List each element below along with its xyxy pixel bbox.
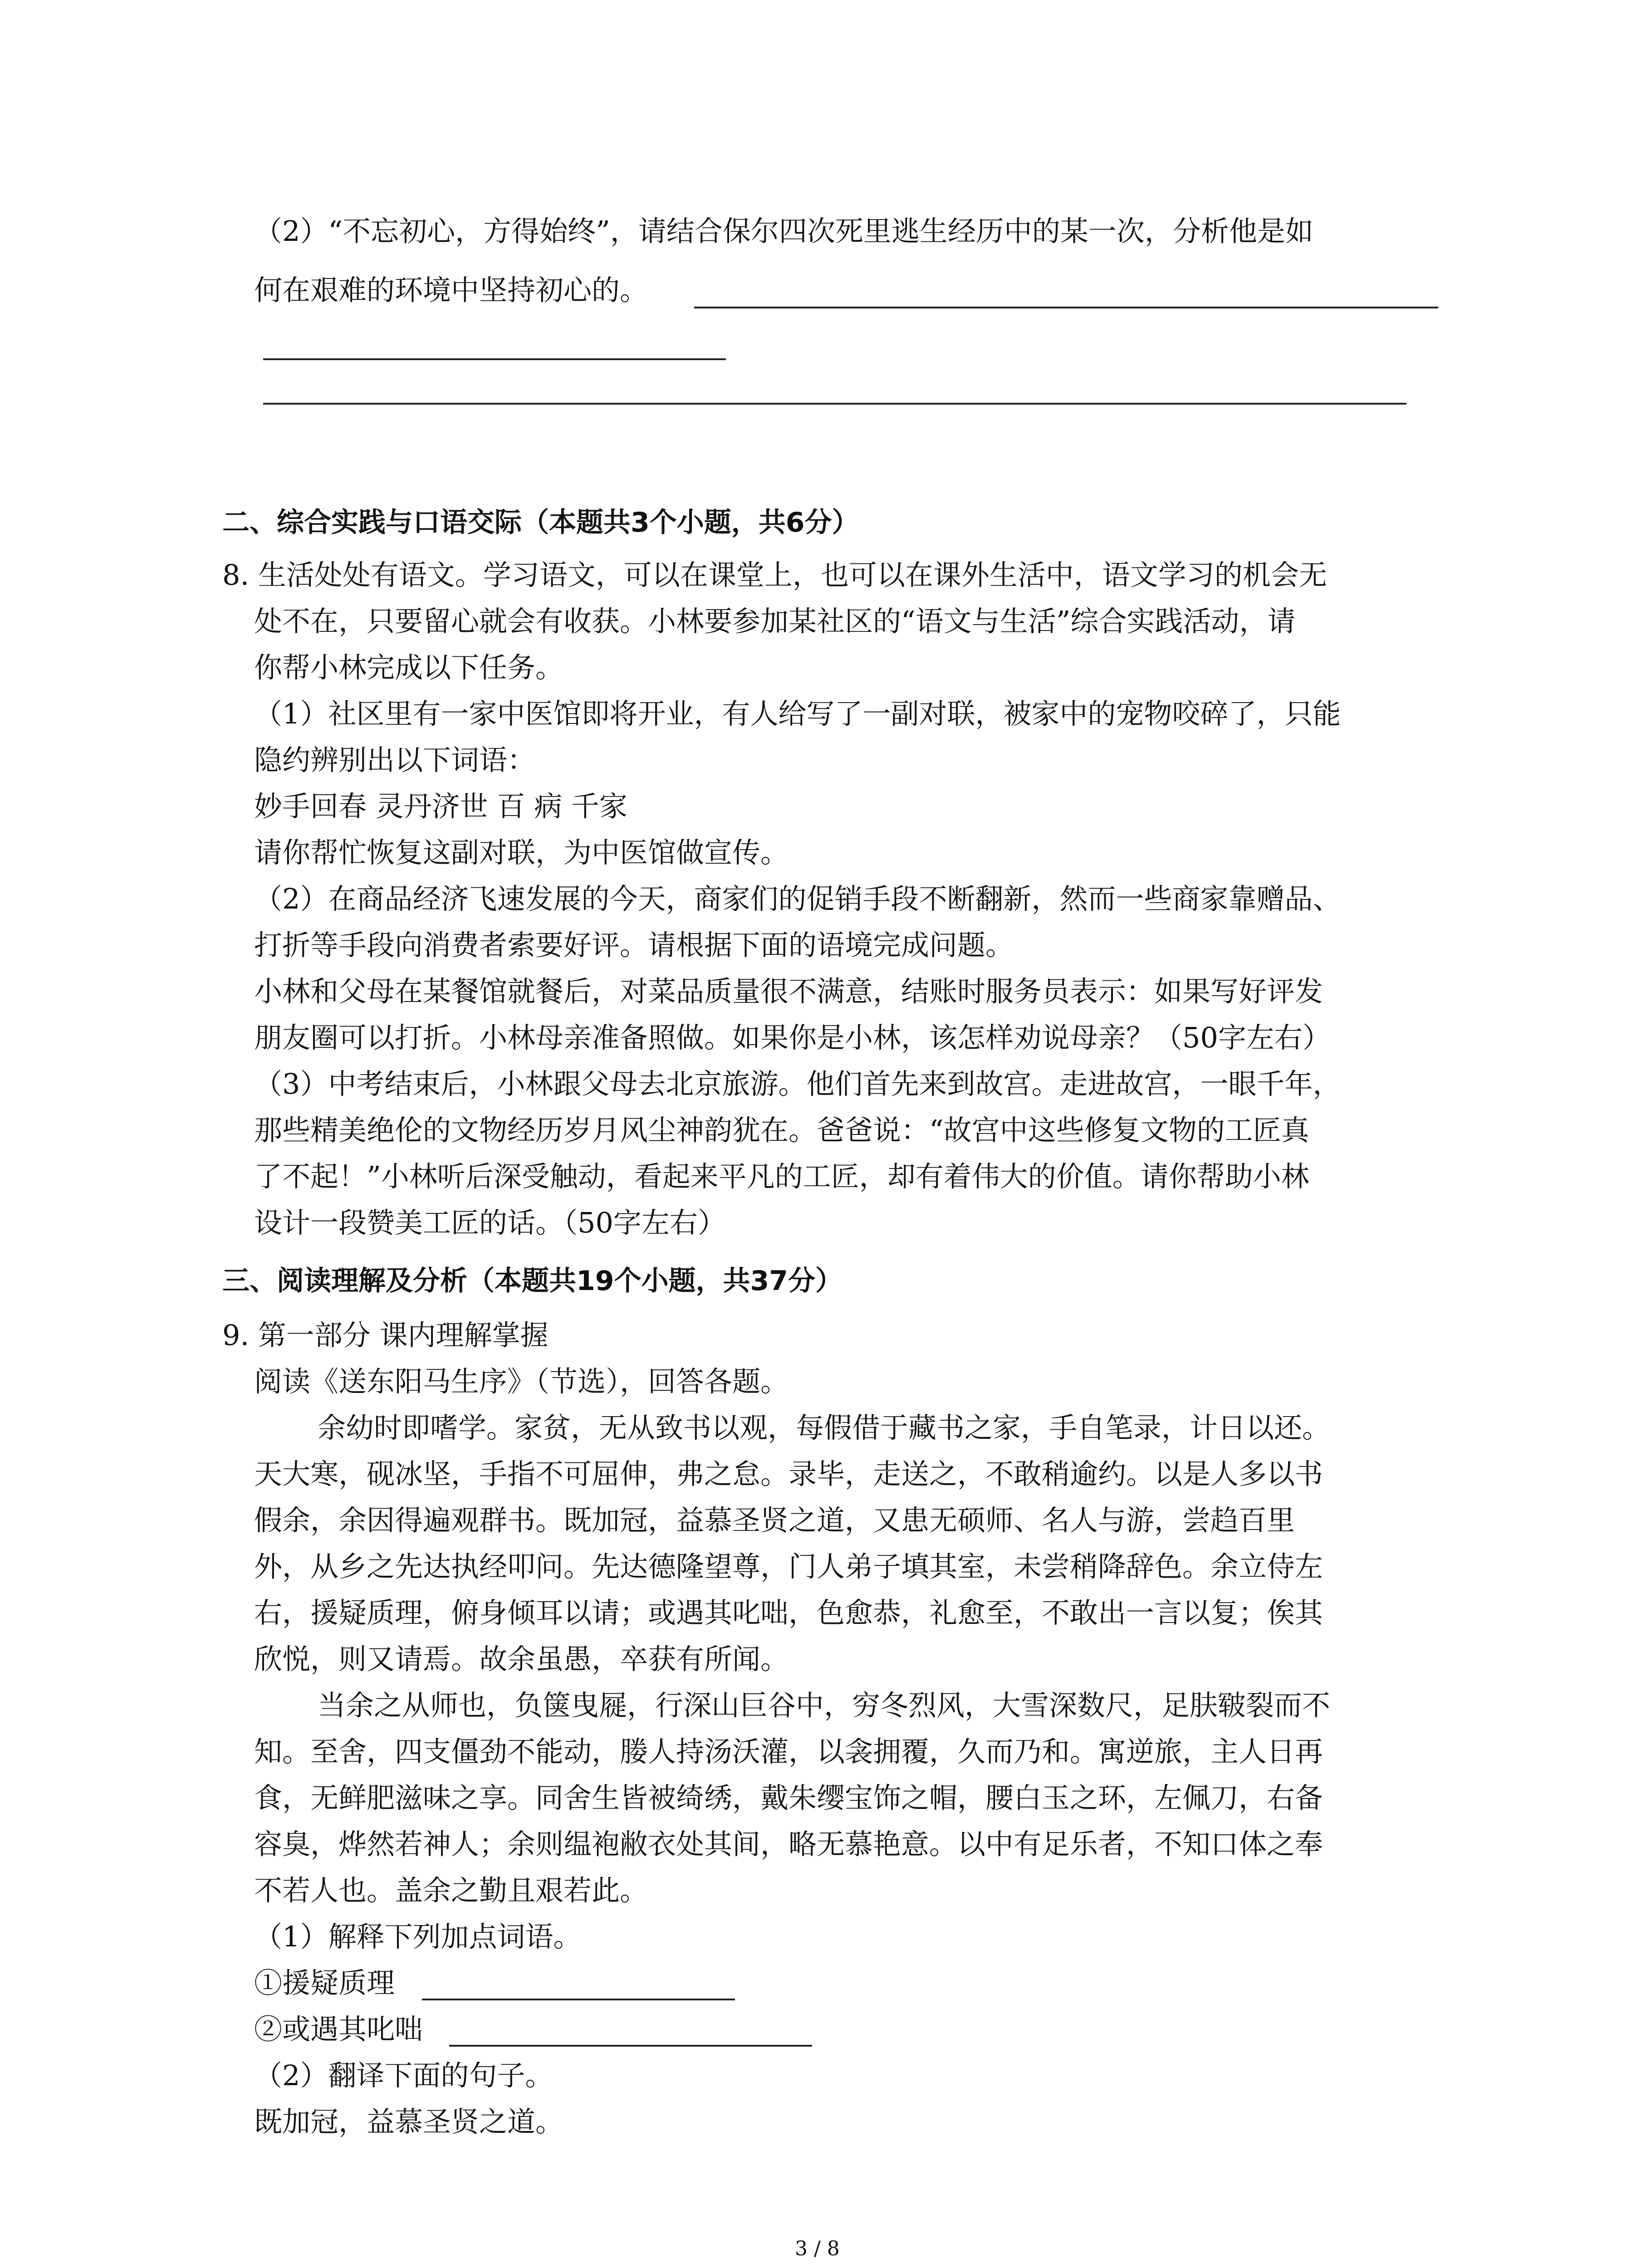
section-heading: 二、综合实践与口语交际（本题共3个小题，共6分） [222,507,859,538]
passage-line: 余幼时即嗜学。家贫，无从致书以观，每假借于藏书之家，手自笔录，计日以还。 [318,1411,1331,1444]
passage-line: 容臭，烨然若神人；余则缊袍敝衣处其间，略无慕艳意。以中有足乐者，不知口体之奉 [254,1828,1323,1861]
passage-line: 食，无鲜肥滋味之享。同舍生皆被绮绣，戴朱缨宝饰之帽，腰白玉之环，左佩刀，右备 [254,1781,1323,1814]
q9-instruction: 阅读《送东阳马生序》（节选），回答各题。 [254,1365,789,1398]
q8-text-line: 了不起！”小林听后深受触动，看起来平凡的工匠，却有着伟大的价值。请你帮助小林 [254,1160,1309,1193]
answer-line[interactable] [422,1999,735,2000]
q9-part-title: 9. 第一部分 课内理解掌握 [222,1319,549,1352]
q8-couplet-words: 妙手回春 灵丹济世 百 病 千家 [254,790,627,823]
answer-line[interactable] [694,307,1438,308]
q8-text-line: 小林和父母在某餐馆就餐后，对菜品质量很不满意，结账时服务员表示：如果写好评发 [254,975,1323,1008]
q9-sub2: （2）翻译下面的句子。 [254,2059,554,2092]
q8-text-line: 隐约辨别出以下词语： [254,743,536,777]
passage-line: 天大寒，砚冰坚，手指不可屈伸，弗之怠。录毕，走送之，不敢稍逾约。以是人多以书 [254,1457,1323,1491]
q7-sub2-line1: （2）“不忘初心，方得始终”，请结合保尔四次死里逃生经历中的某一次，分析他是如 [254,215,1313,248]
answer-line[interactable] [263,403,1406,405]
passage-line: 外，从乡之先达执经叩问。先达德隆望尊，门人弟子填其室，未尝稍降辞色。余立侍左 [254,1550,1323,1583]
q8-text-line: 朋友圈可以打折。小林母亲准备照做。如果你是小林，该怎样劝说母亲？（50字左右） [254,1021,1331,1054]
q7-sub2-line2: 何在艰难的环境中坚持初心的。 [254,274,648,307]
answer-line[interactable] [449,2045,812,2047]
passage-line: 知。至舍，四支僵劲不能动，媵人持汤沃灌，以衾拥覆，久而乃和。寓逆旅，主人日再 [254,1735,1323,1768]
q8-text-line: 处不在，只要留心就会有收获。小林要参加某社区的“语文与生活”综合实践活动，请 [254,605,1296,638]
q8-text-line: 那些精美绝伦的文物经历岁月风尘神韵犹在。爸爸说：“故宫中这些修复文物的工匠真 [254,1114,1309,1147]
passage-line: 右，援疑质理，俯身倾耳以请；或遇其叱咄，色愈恭，礼愈至，不敢出一言以复；俟其 [254,1596,1323,1629]
q8-text-line: 8. 生活处处有语文。学习语文，可以在课堂上，也可以在课外生活中，语文学习的机会无 [222,558,1327,591]
q9-sub1-item2: ②或遇其叱咄 [254,2013,423,2046]
passage-line: 不若人也。盖余之勤且艰若此。 [254,1874,648,1907]
q9-sub1: （1）解释下列加点词语。 [254,1920,582,1953]
q9-sub1-item1: ①援疑质理 [254,1966,395,1999]
q8-text-line: （1）社区里有一家中医馆即将开业，有人给写了一副对联，被家中的宠物咬碎了，只能 [254,697,1341,730]
q8-text-line: 设计一段赞美工匠的话。（50字左右） [254,1206,726,1239]
q8-text-line: 请你帮忙恢复这副对联，为中医馆做宣传。 [254,836,789,869]
q8-text-line: 你帮小林完成以下任务。 [254,651,564,684]
q8-text-line: 打折等手段向消费者索要好评。请根据下面的语境完成问题。 [254,929,1014,962]
section-heading: 三、阅读理解及分析（本题共19个小题，共37分） [222,1265,843,1297]
page-number: 3 / 8 [795,2237,840,2260]
passage-line: 假余，余因得遍观群书。既加冠，益慕圣贤之道，又患无硕师、名人与游，尝趋百里 [254,1504,1295,1537]
passage-line: 欣悦，则又请焉。故余虽愚，卒获有所闻。 [254,1642,789,1676]
passage-line: 当余之从师也，负箧曳屣，行深山巨谷中，穷冬烈风，大雪深数尺，足肤皲裂而不 [318,1689,1331,1722]
q8-text-line: （3）中考结束后，小林跟父母去北京旅游。他们首先来到故宫。走进故宫，一眼千年， [254,1067,1341,1100]
q9-sub2-sentence: 既加冠，益慕圣贤之道。 [254,2105,564,2138]
q8-text-line: （2）在商品经济飞速发展的今天，商家们的促销手段不断翻新，然而一些商家靠赠品、 [254,882,1341,915]
answer-line[interactable] [263,358,726,360]
